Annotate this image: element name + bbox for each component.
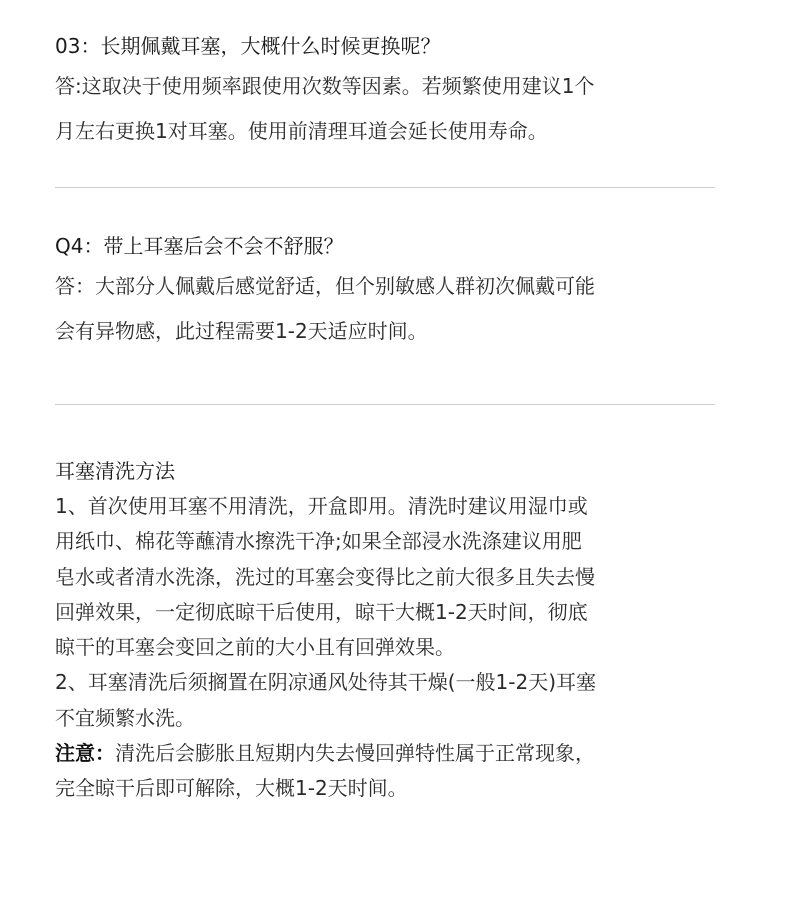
- answer-line: 答：大部分人佩戴后感觉舒适，但个别敏感人群初次佩戴可能: [55, 274, 595, 298]
- section-divider: [55, 187, 715, 188]
- answer-line: 会有异物感，此过程需要1-2天适应时间。: [55, 319, 428, 343]
- section-divider: [55, 404, 715, 405]
- faq-answer: [55, 264, 715, 354]
- note-label: 注意：: [55, 741, 115, 766]
- cleaning-line: 皂水或者清水洗涤，洗过的耳塞会变得比之前大很多且失去慢: [55, 564, 595, 589]
- cleaning-line: 不宜频繁水洗。: [55, 705, 195, 730]
- cleaning-section: [55, 457, 715, 807]
- cleaning-line: 回弹效果，一定彻底晾干后使用，晾干大概1-2天时间，彻底: [55, 599, 588, 624]
- faq-item-q4: [55, 232, 715, 354]
- note-line: [55, 736, 715, 771]
- cleaning-body: [55, 489, 715, 807]
- answer-line: 月左右更换1对耳塞。使用前清理耳道会延长使用寿命。: [55, 119, 548, 143]
- cleaning-title: 耳塞清洗方法: [55, 459, 175, 483]
- note-line: 完全晾干后即可解除，大概1-2天时间。: [55, 776, 408, 801]
- faq-question: Q4：带上耳塞后会不会不舒服？: [55, 234, 344, 258]
- cleaning-line: 2、耳塞清洗后须搁置在阴凉通风处待其干燥(一般1-2天)耳塞: [55, 670, 596, 695]
- cleaning-line: 1、首次使用耳塞不用清洗，开盒即用。清洗时建议用湿巾或: [55, 494, 588, 518]
- note-text: 清洗后会膨胀且短期内失去慢回弹特性属于正常现象，: [115, 741, 595, 766]
- cleaning-line: 用纸巾、棉花等蘸清水擦洗干净;如果全部浸水洗涤建议用肥: [55, 529, 582, 554]
- answer-line: 答:这取决于使用频率跟使用次数等因素。若频繁使用建议1个: [55, 74, 595, 98]
- faq-question: 03：长期佩戴耳塞，大概什么时候更换呢？: [55, 34, 441, 58]
- faq-answer: [55, 64, 715, 154]
- faq-item-03: [55, 32, 715, 154]
- cleaning-line: 晾干的耳塞会变回之前的大小且有回弹效果。: [55, 635, 455, 660]
